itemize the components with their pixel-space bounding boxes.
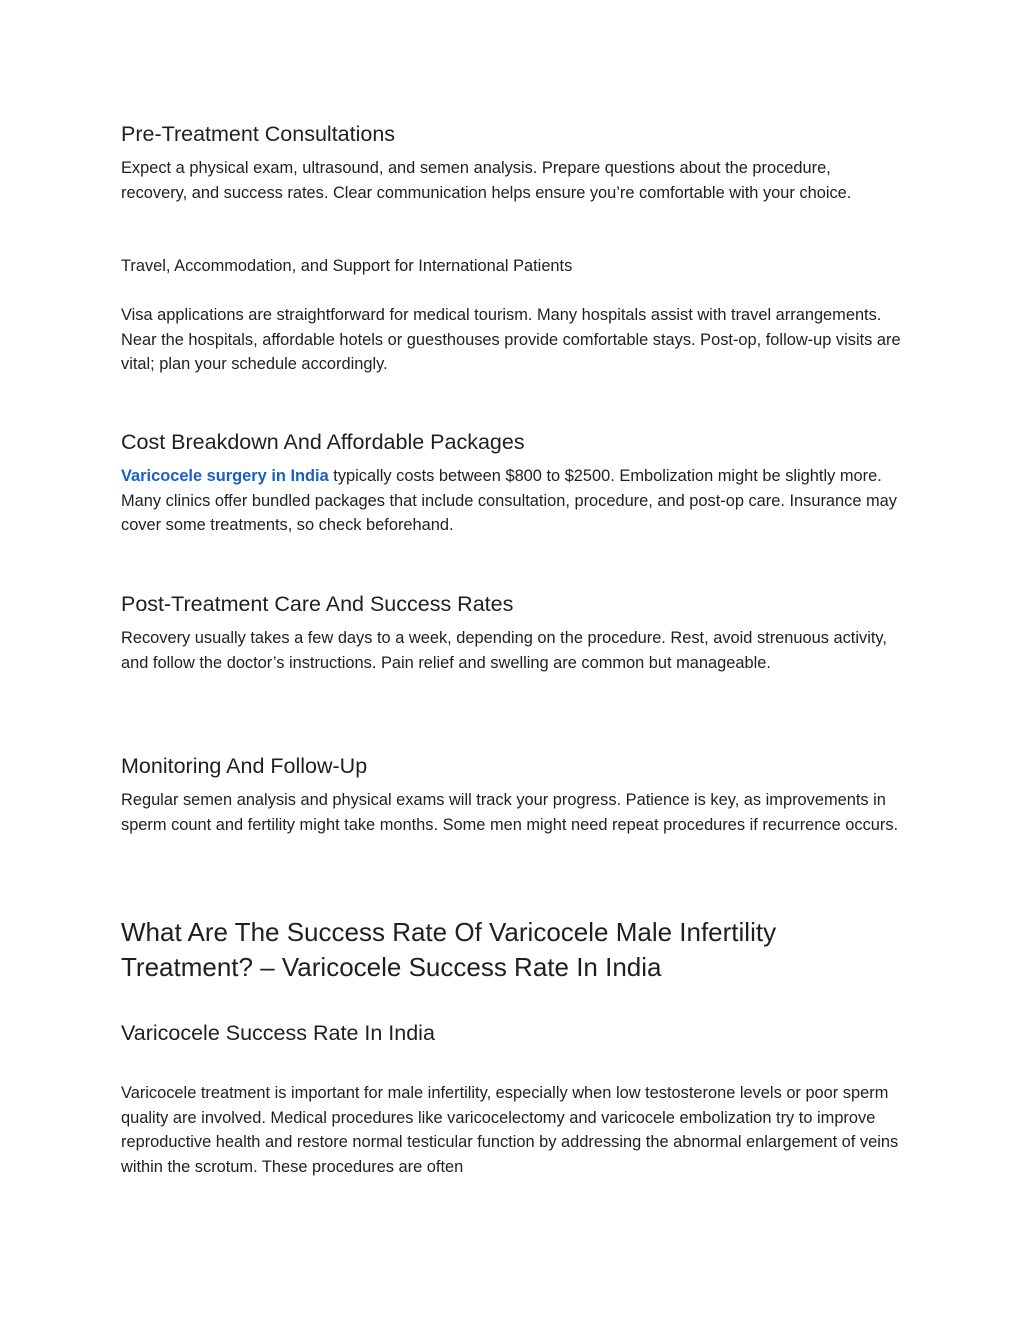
paragraph-pretreatment: Expect a physical exam, ultrasound, and semen analysis. Prepare questions about the procedure, recovery, and success rates. Clear communication helps ensure you’re comfortable with your choice. [121,159,852,202]
section-cost [121,428,901,538]
section-pretreatment [121,120,901,205]
paragraph-cost [121,464,901,538]
heading-pretreatment-consultations: Pre-Treatment Consultations [121,122,396,146]
paragraph-cost-text: typically costs between $800 to $2500. Embolization might be slightly more. Many clinics offer bundled packages that include consultation, procedure, and post-op care. Insurance may cover some treatments, so check beforehand. [121,467,897,534]
heading-monitoring-follow-up: Monitoring And Follow-Up [121,754,368,778]
section-posttreatment [121,590,901,675]
heading-success-rate: What Are The Success Rate Of Varicocele Male Infertility Treatment? – Varicocele Success Rate In India [121,917,777,982]
varicocele-surgery-link[interactable]: Varicocele surgery in India [121,467,329,485]
paragraph-travel: Visa applications are straightforward for medical tourism. Many hospitals assist with travel arrangements. Near the hospitals, affordable hotels or guesthouses provide comfortable stays. Post-op, follow-up visits are vital; plan your schedule accordingly. [121,306,901,373]
section-monitoring [121,752,901,837]
paragraph-posttreatment: Recovery usually takes a few days to a week, depending on the procedure. Rest, avoid strenuous activity, and follow the doctor’s instructions. Pain relief and swelling are common but manageable. [121,629,887,672]
section-success [121,915,901,1179]
heading-post-treatment-care: Post-Treatment Care And Success Rates [121,592,514,616]
paragraph-monitoring: Regular semen analysis and physical exams will track your progress. Patience is key, as improvements in sperm count and fertility might take months. Some men might need repeat procedures if recurrence occurs. [121,791,899,834]
paragraph-success: Varicocele treatment is important for male infertility, especially when low testosterone levels or poor sperm quality are involved. Medical procedures like varicocelectomy and varicocele embolization try to improve reproductive health and restore normal testicular function by addressing the abnormal enlargement of veins within the scrotum. These procedures are often [121,1084,899,1176]
heading-travel-accommodation: Travel, Accommodation, and Support for International Patients [121,257,573,275]
section-travel [121,254,901,377]
heading-cost-breakdown: Cost Breakdown And Affordable Packages [121,430,525,454]
subheading-success-rate-india: Varicocele Success Rate In India [121,1021,435,1045]
